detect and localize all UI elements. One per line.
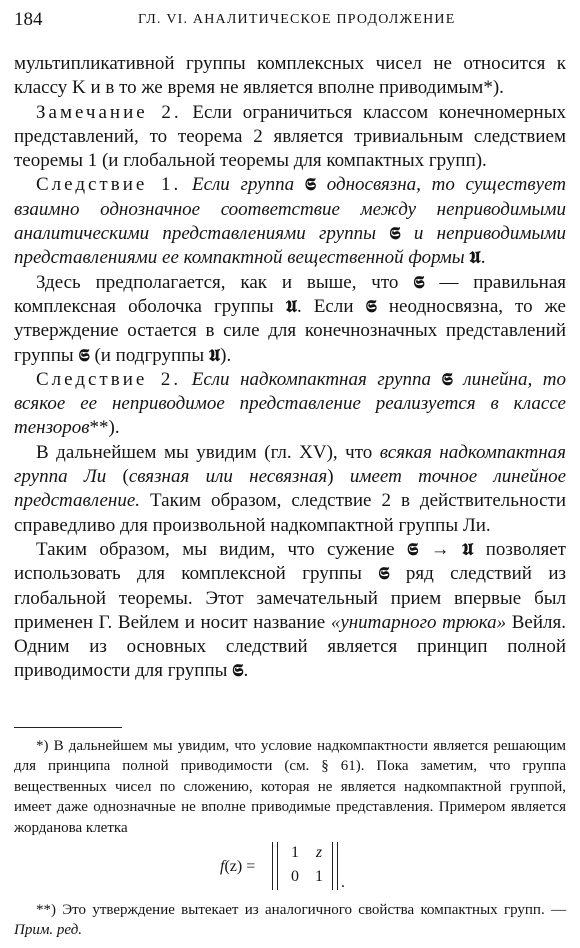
formula-period: . xyxy=(341,874,345,892)
matrix-right-bracket xyxy=(332,842,338,890)
matrix xyxy=(272,842,338,892)
footnote-rule xyxy=(14,727,122,728)
matrix-cell: z xyxy=(315,844,323,862)
page-header xyxy=(14,0,566,44)
corollary-1: Следствие 1. Если группа 𝕾 односвязна, то существует взаимно однозначное соответствие между неприводимыми аналитическими представлениями группы 𝕾 и неприводимыми представлениями ее компактной вещественной формы 𝖀. xyxy=(14,174,566,269)
remark-2-heading: Замечание 2. xyxy=(36,101,182,123)
running-title: ГЛ. VI. АНАЛИТИЧЕСКОЕ ПРОДОЛЖЕНИЕ xyxy=(138,12,456,27)
matrix-left-bracket xyxy=(272,842,278,890)
lie-group-paragraph: В дальнейшем мы увидим (гл. XV), что всякая надкомпактная группа Ли (связная или несвязная) имеет точное линейное представление. Таким образом, следствие 2 в действительности справедливо для произвольной надкомпактной группы Ли. xyxy=(14,441,567,536)
formula-lhs: f(z) = xyxy=(220,858,256,876)
jordan-block-formula xyxy=(14,840,566,896)
footnote-1: *) В дальнейшем мы увидим, что условие надкомпактности является решающим для принципа полной приводимости (см. § 61). Пока заметим, что группа вещественных чисел по сложению, которая не является надкомпактной группой, имеет даже однозначные не вполне приводимые представления. Примером является жорданова клетка xyxy=(14,738,566,836)
unitary-trick-paragraph: Таким образом, мы видим, что сужение 𝕾 → 𝖀 позволяет использовать для комплексной группы 𝕾 ряд следствий из глобальной теоремы. Этот замечательный прием впервые был применен Г. Вейлем и носит название «унитарного трюка» Вейля. Одним из основных следствий является принцип полной приводимости для группы 𝕾. xyxy=(14,538,567,682)
matrix-cell: 1 xyxy=(315,868,323,886)
corollary-2-heading: Следствие 2. xyxy=(36,368,182,390)
corollary-1-heading: Следствие 1. xyxy=(36,174,182,196)
paragraph-continuation: мультипликативной группы комплексных чисел не относится к классу K и в то же время не является вполне приводимым*). xyxy=(14,53,566,99)
footnote-2: **) Это утверждение вытекает из аналогичного свойства компактных групп. — Прим. ред. xyxy=(14,902,566,939)
footnotes xyxy=(14,736,566,941)
corollary-2: Следствие 2. Если надкомпактная группа 𝕾 линейна, то всякое ее неприводимое представление реализуется в классе тензоров**). xyxy=(14,368,567,439)
book-page xyxy=(14,0,567,939)
matrix-cell: 0 xyxy=(291,868,299,886)
explanation-paragraph: Здесь предполагается, как и выше, что 𝕾 — правильная комплексная оболочка группы 𝖀. Если 𝕾 неодносвязна, то же утверждение остается в силе для конечнозначных представлений группы 𝕾 (и подгруппы 𝖀). xyxy=(14,271,566,366)
matrix-cell: 1 xyxy=(291,844,299,862)
page-number: 184 xyxy=(14,9,43,30)
remark-2: Замечание 2. Если ограничиться классом конечномерных представлений, то теорема 2 является тривиальным следствием теоремы 1 (и глобальной теоремы для компактных групп). xyxy=(14,101,566,172)
main-text xyxy=(14,52,566,684)
